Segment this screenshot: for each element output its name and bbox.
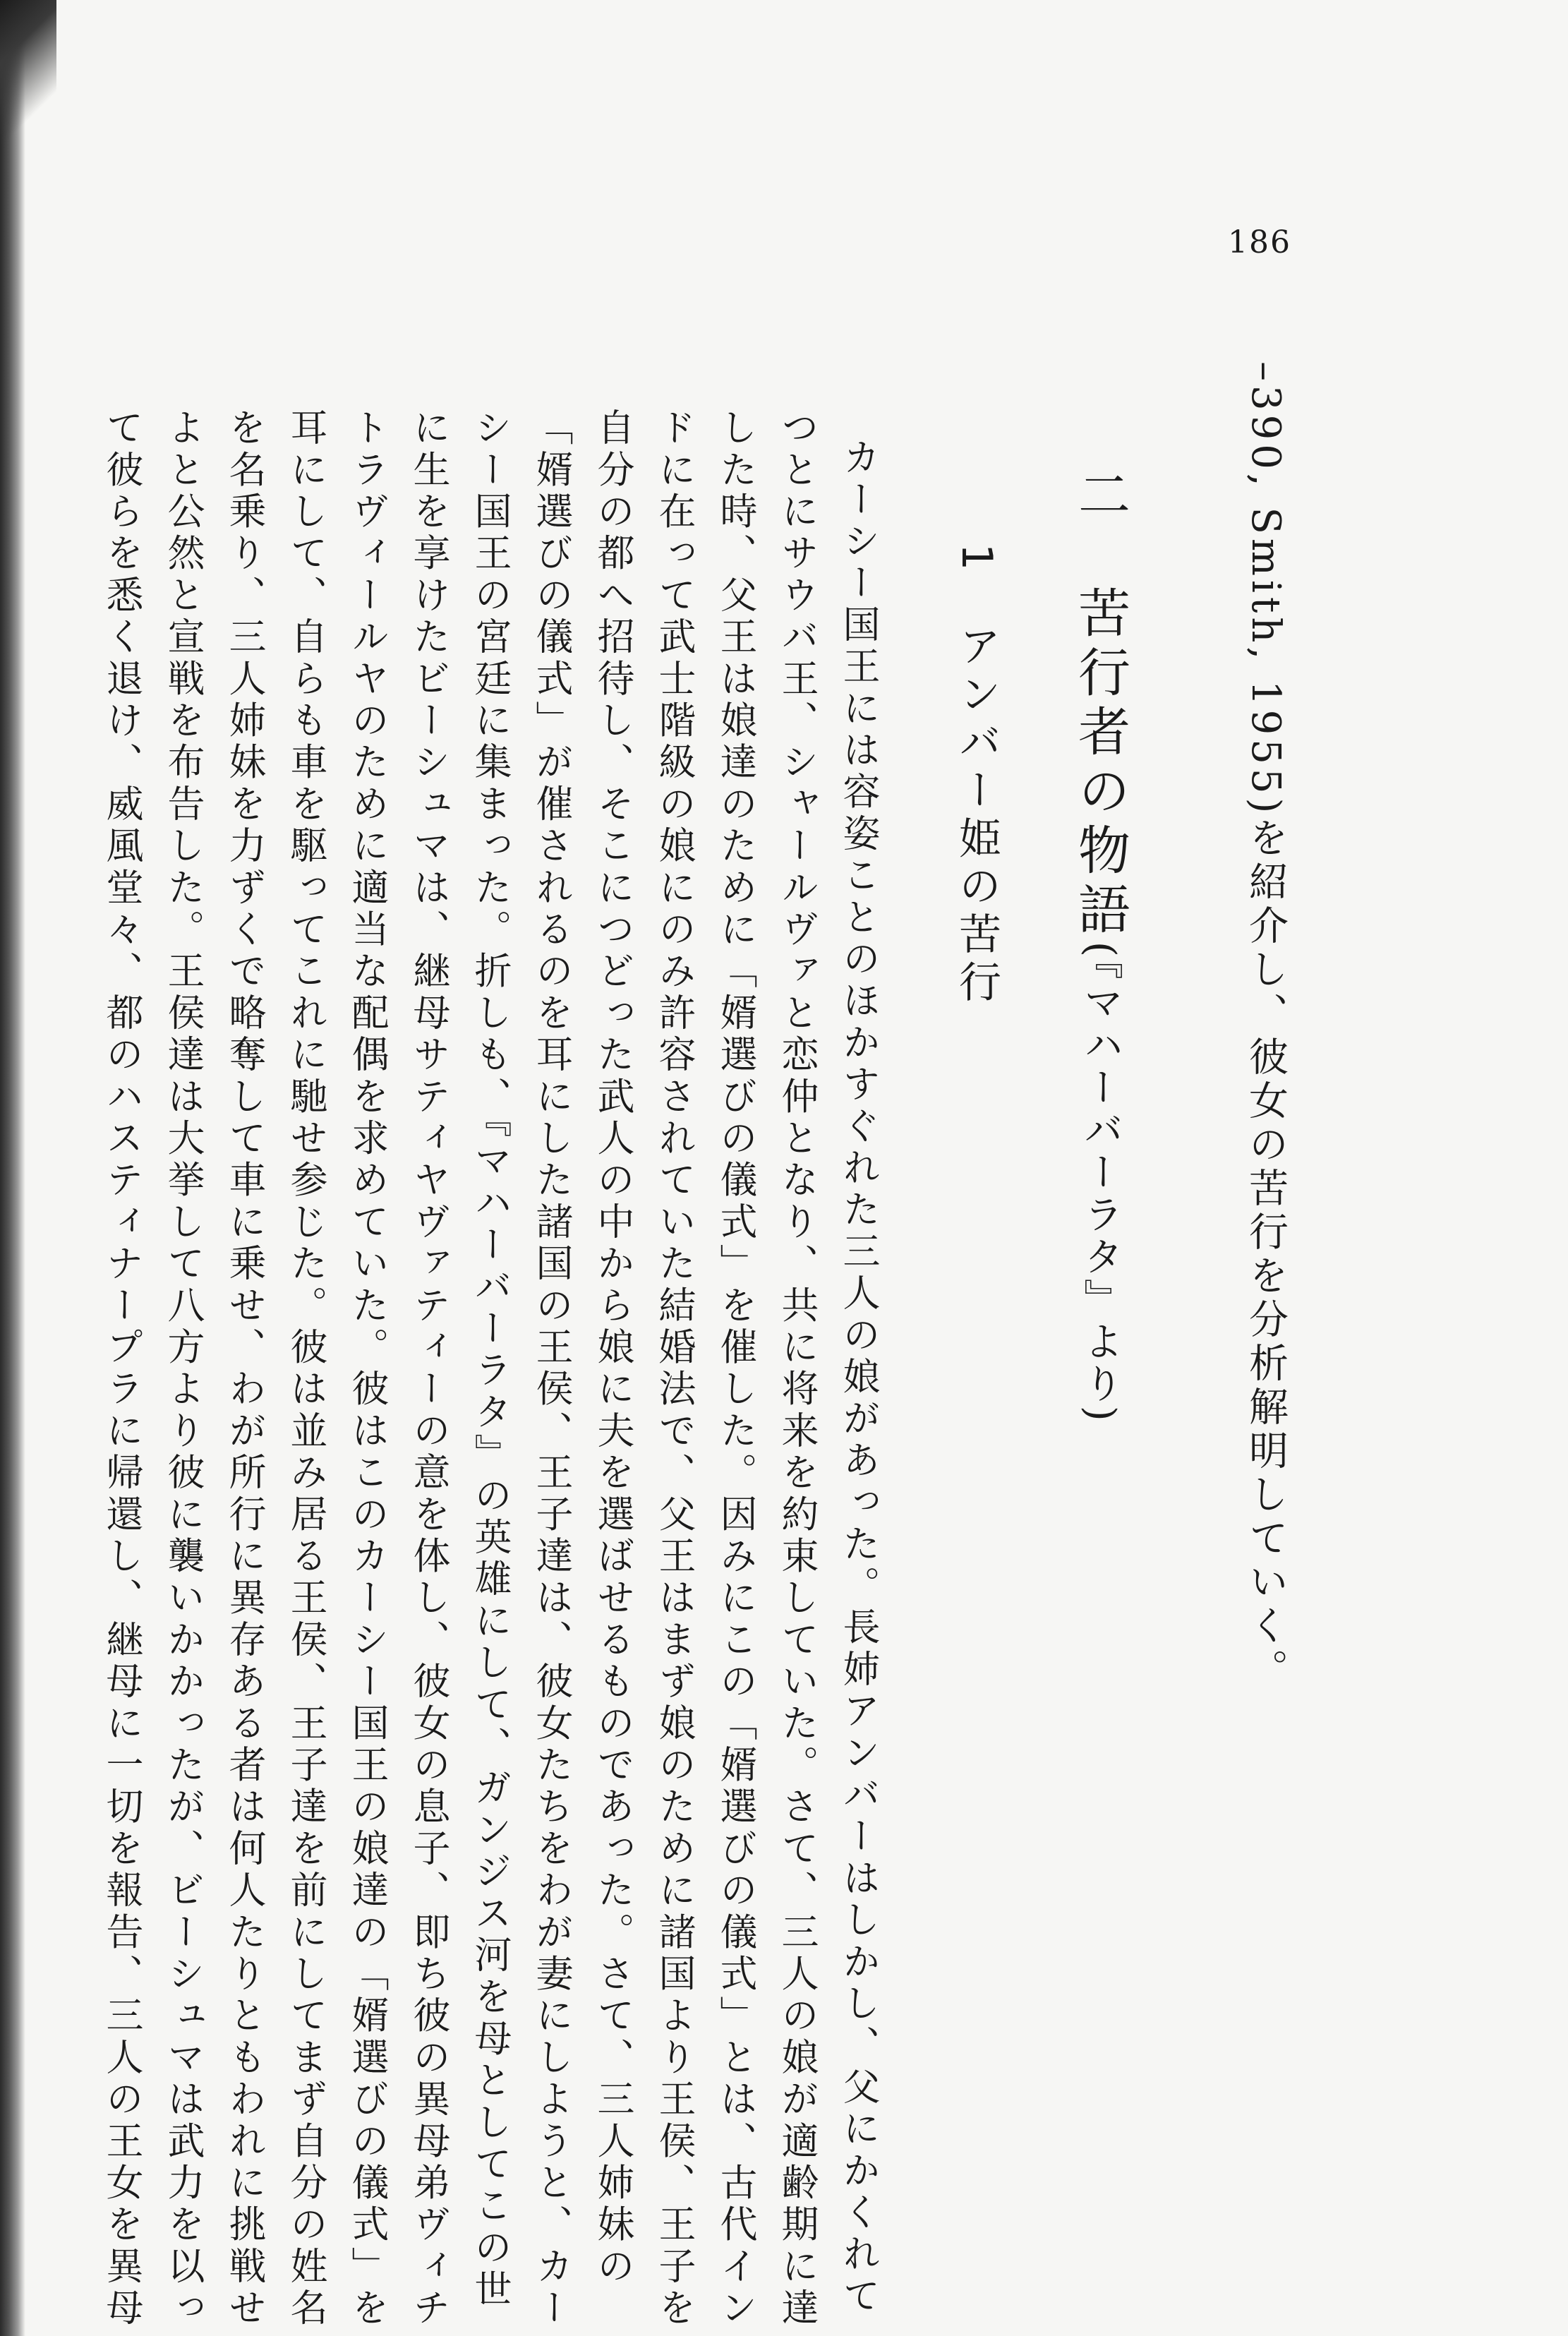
body-line-7: シー国王の宮廷に集まった。折しも、『マハーバーラタ』の英雄にして、ガンジス河を母としてこの世 — [469, 408, 512, 2311]
body-line-2: つとにサウバ王、シャールヴァと恋仲となり、共に将来を約束していた。さて、三人の娘が適齢期に達 — [776, 408, 819, 2330]
body-line-1: カーシー国王には容姿ことのほかすぐれた三人の娘があった。長姉アンバーはしかし、父にかくれて — [837, 438, 880, 2318]
body-line-12: よと公然と宣戦を布告した。王侯達は大挙して八方より彼に襲いかかったが、ビーシュマは武力を以っ — [162, 408, 205, 2330]
body-line-13: て彼らを悉く退け、威風堂々、都のハスティナープラに帰還し、継母に一切を報告、三人の王女を異母 — [100, 408, 143, 2330]
body-line-11: を名乗り、三人姉妹を力ずくで略奪して車に乗せ、わが所行に異存ある者は何人たりともわれに挑戦せ — [223, 408, 266, 2330]
body-line-6: 「婿選びの儀式」が催されるのを耳にした諸国の王侯、王子達は、彼女たちをわが妻にしようと、カー — [530, 408, 573, 2330]
body-line-3: した時、父王は娘達のために「婿選びの儀式」を催した。因みにこの「婿選びの儀式」とは、古代イン — [714, 408, 757, 2330]
body-line-5: 自分の都へ招待し、そこにつどった武人の中から娘に夫を選ばせるものであった。さて、三人姉妹の — [591, 408, 634, 2288]
body-line-10: 耳にして、自らも車を駆ってこれに馳せ参じた。彼は並み居る王侯、王子達を前にしてまず自分の姓名 — [284, 408, 327, 2330]
intro-line: –390, Smith, 1955)を紹介し、彼女の苦行を分析解明していく。 — [1243, 361, 1289, 1693]
section-heading-title: 二 苦行者の物語 — [1070, 467, 1130, 941]
body-line-4: ドに在って武士階級の娘にのみ許容されていた結婚法で、父王はまず娘のために諸国より王侯、王子を — [653, 408, 696, 2330]
binding-corner-shadow — [0, 0, 56, 155]
body-line-8: に生を享けたビーシュマは、継母サティヤヴァティーの意を体し、彼女の息子、即ち彼の異母弟ヴィチ — [407, 408, 450, 2330]
subsection-heading: 1 アンバー姫の苦行 — [952, 543, 1001, 1009]
section-heading — [1070, 467, 1130, 1424]
binding-shadow — [0, 0, 25, 2336]
page-number: 186 — [1228, 224, 1291, 260]
body-line-9: トラヴィールヤのために適当な配偶を求めていた。彼はこのカーシー国王の娘達の「婿選びの儀式」を — [346, 408, 389, 2330]
section-heading-subtitle: (『マハーバーラタ』より) — [1078, 941, 1123, 1424]
